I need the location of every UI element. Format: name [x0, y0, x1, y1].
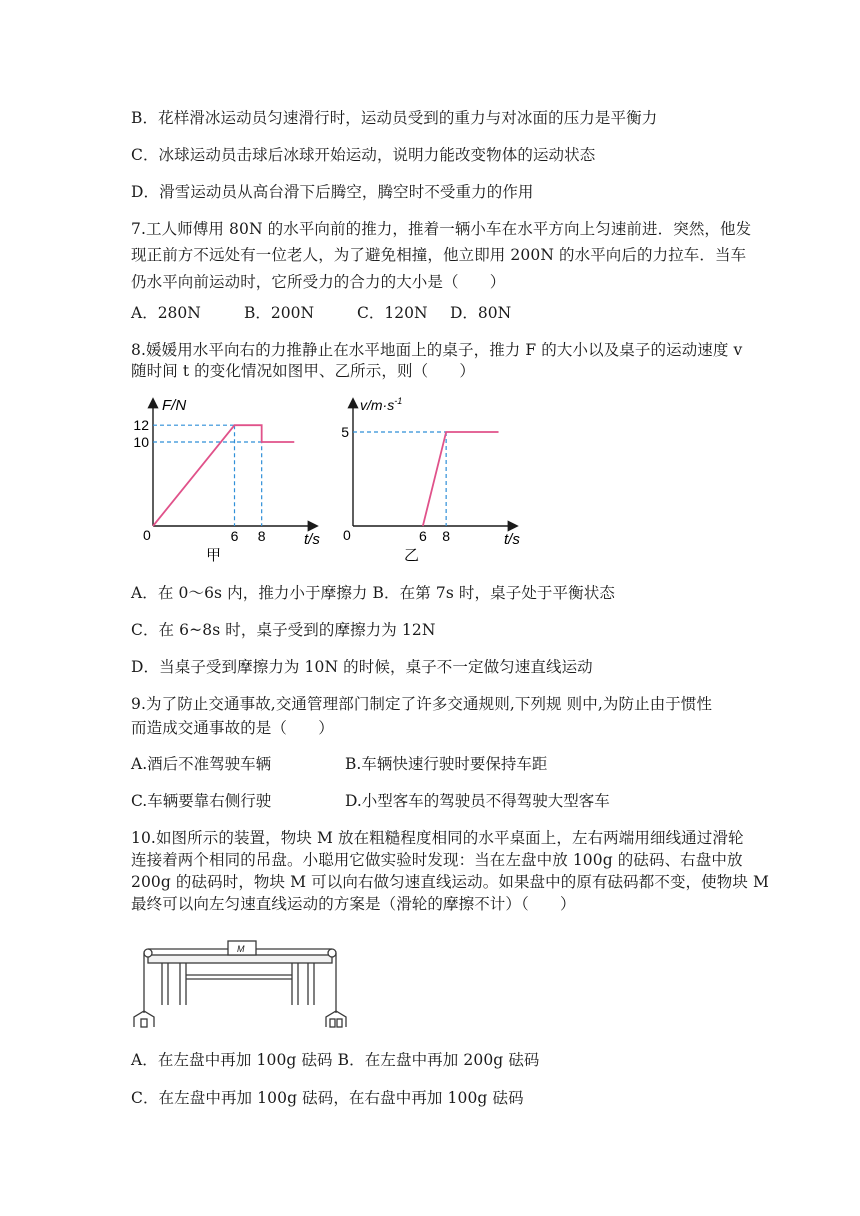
- q9-stem-line2: 而造成交通事故的是（ ）: [131, 719, 334, 737]
- q7-stem-line1: 7.工人师傅用 80N 的水平向前的推力，推着一辆小车在水平方向上匀速前进．突然，他发: [131, 220, 752, 238]
- q6-option-c: C．冰球运动员击球后冰球开始运动，说明力能改变物体的运动状态: [131, 146, 596, 164]
- y-axis-label: F/N: [162, 397, 187, 414]
- q8-option-c: C．在 6~8s 时，桌子受到的摩擦力为 12N: [131, 621, 436, 639]
- q7-option-d: D．80N: [450, 304, 512, 322]
- q10-stem-line1: 10.如图所示的装置，物块 M 放在粗糙程度相同的水平桌面上，左右两端用细线通过滑轮: [131, 829, 744, 847]
- q7-option-c: C．120N: [357, 304, 428, 322]
- force-time-chart: [128, 392, 328, 572]
- y-tick-label: 5: [341, 423, 349, 440]
- table-top: [148, 955, 332, 963]
- q6-option-b: B．花样滑冰运动员匀速滑行时，运动员受到的重力与对冰面的压力是平衡力: [131, 109, 658, 127]
- velocity-time-chart: [328, 392, 528, 572]
- q10-option-ab: A．在左盘中再加 100g 砝码 B．在左盘中再加 200g 砝码: [131, 1051, 540, 1069]
- q8-stem-line1: 8.媛媛用水平向右的力推静止在水平地面上的桌子，推力 F 的大小以及桌子的运动速度 v: [131, 341, 743, 359]
- data-series-line: [153, 425, 294, 526]
- y-tick-label: 10: [133, 434, 149, 450]
- q9-option-c: C.车辆要靠右侧行驶: [131, 792, 272, 810]
- chart-caption: 甲: [206, 547, 222, 564]
- right-pan: [326, 1011, 346, 1027]
- q6-option-d: D．滑雪运动员从高台滑下后腾空，腾空时不受重力的作用: [131, 183, 534, 201]
- q9-option-a: A.酒后不准驾驶车辆: [131, 755, 272, 773]
- q8-option-ab: A．在 0～6s 内，推力小于摩擦力 B．在第 7s 时，桌子处于平衡状态: [131, 584, 615, 602]
- q9-option-d: D.小型客车的驾驶员不得驾驶大型客车: [345, 792, 610, 810]
- q9-option-b: B.车辆快速行驶时要保持车距: [345, 755, 548, 773]
- data-series-line: [423, 432, 499, 526]
- q8-option-d: D．当桌子受到摩擦力为 10N 的时候，桌子不一定做匀速直线运动: [131, 658, 593, 676]
- right-pulley: [328, 949, 336, 957]
- q7-option-a: A．280N: [131, 304, 201, 322]
- y-axis-label: $v/m\cdot s^{-1}$: [360, 396, 403, 413]
- x-axis-label: t/s: [504, 531, 520, 548]
- x-tick-label: 6: [230, 528, 239, 544]
- q9-stem-line1: 9.为了防止交通事故,交通管理部门制定了许多交通规则,下列规 则中,为防止由于惯性: [131, 695, 713, 713]
- q7-stem-line3: 仍水平向前运动时，它所受力的合力的大小是（ ）: [131, 273, 506, 291]
- x-axis-label: t/s: [304, 531, 320, 548]
- q7-stem-line2: 现正前方不远处有一位老人，为了避免相撞，他立即用 200N 的水平向后的力拉车．当车: [131, 246, 747, 264]
- block-m-label: M: [237, 944, 245, 954]
- x-tick-label: 8: [442, 528, 451, 544]
- pulley-apparatus-diagram: [130, 935, 350, 1035]
- q10-option-c: C．在左盘中再加 100g 砝码，在右盘中再加 100g 砝码: [131, 1089, 524, 1107]
- y-tick-label: 12: [133, 417, 149, 434]
- q8-stem-line2: 随时间 t 的变化情况如图甲、乙所示，则（ ）: [131, 362, 475, 380]
- x-tick-label: 6: [418, 528, 427, 544]
- q7-option-b: B．200N: [244, 304, 315, 322]
- q10-stem-line4: 最终可以向左匀速直线运动的方案是（滑轮的摩擦不计）（ ）: [131, 895, 576, 913]
- q10-stem-line2: 连接着两个相同的吊盘。小聪用它做实验时发现：当在左盘中放 100g 的砝码、右盘中放: [131, 851, 743, 869]
- left-pulley: [144, 949, 152, 957]
- q10-stem-line3: 200g 的砝码时，物块 M 可以向右做匀速直线运动。如果盘中的原有砝码都不变，使物块 M: [131, 873, 769, 891]
- origin-label: 0: [143, 527, 151, 543]
- chart-caption: 乙: [404, 547, 420, 564]
- origin-label: 0: [343, 527, 351, 543]
- x-tick-label: 8: [257, 528, 266, 544]
